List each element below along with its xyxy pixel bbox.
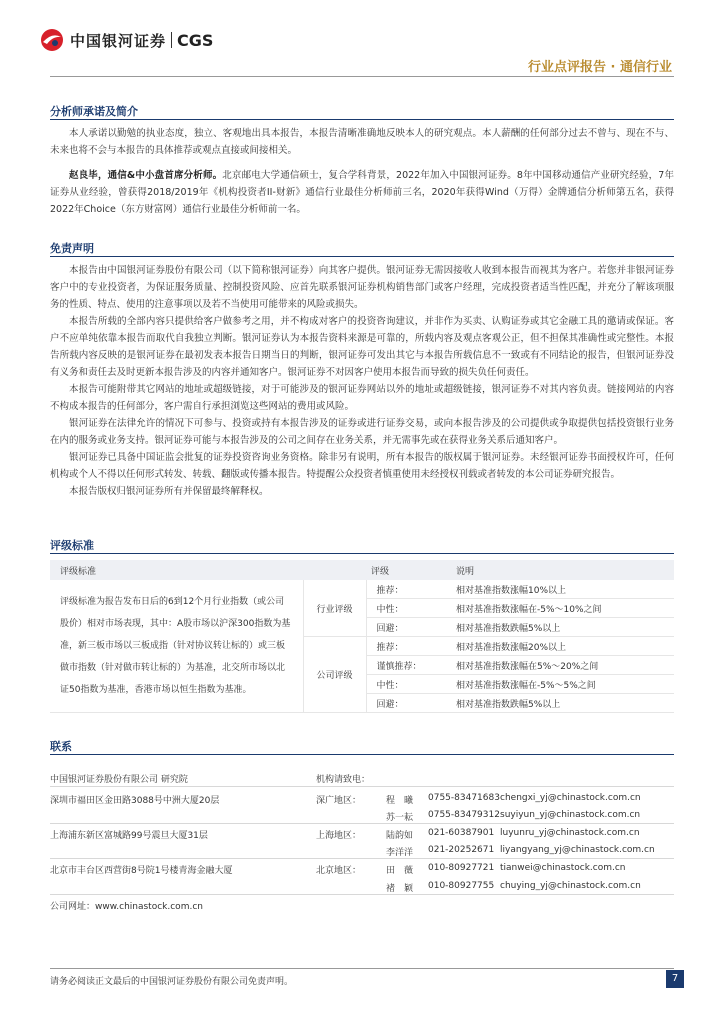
analyst-bio-text: 北京邮电大学通信硕士，复合学科背景，2022年加入中国银河证券。8年中国移动通信产业研究经验，7年证券从业经验，曾获得2018/2019年《机构投资者II-财新》通信行业最佳分析师前三名，2020年获得Wind（万得）金牌通信分析师第五名，获得2022年Choice（东方财富网）通信行业最佳分析师前一名。 bbox=[50, 170, 674, 215]
footer-disclaimer: 请务必阅读正文最后的中国银河证券股份有限公司免责声明。 bbox=[50, 977, 294, 987]
analyst-name: 赵良毕，通信&中小盘首席分析师。 bbox=[69, 170, 223, 181]
contact-email[interactable]: liyangyang_yj@chinastock.com.cn bbox=[500, 845, 655, 855]
section-title-analyst: 分析师承诺及简介 bbox=[50, 105, 138, 118]
contact-name: 苏一耘 bbox=[386, 813, 414, 823]
rating-grade: 回避： bbox=[366, 694, 446, 713]
rating-desc: 相对基准指数涨幅在-5%～5%之间 bbox=[446, 675, 674, 694]
disclaimer-para: 本报告可能附带其它网站的地址或超级链接，对于可能涉及的银河证券网站以外的地址或超级链接，银河证券不对其内容负责。链接网站的内容不构成本报告的任何部分，客户需自行承担浏览这些网站的费用或风险。 bbox=[50, 384, 674, 412]
logo-divider bbox=[171, 32, 172, 48]
rating-table bbox=[50, 560, 674, 713]
office-address: 深圳市福田区金田路3088号中洲大厦20层 bbox=[50, 796, 220, 806]
rating-desc: 相对基准指数跌幅5%以上 bbox=[446, 618, 674, 637]
table-header-row bbox=[50, 560, 674, 580]
rating-desc: 相对基准指数涨幅10%以上 bbox=[446, 580, 674, 599]
rating-grade: 推荐： bbox=[366, 637, 446, 656]
rating-desc: 相对基准指数涨幅在5%～20%之间 bbox=[446, 656, 674, 675]
section-divider bbox=[50, 256, 674, 257]
analyst-bio bbox=[50, 167, 674, 218]
galaxy-logo-icon bbox=[40, 28, 64, 52]
section-divider bbox=[50, 553, 674, 554]
contact-name: 程 曦 bbox=[386, 796, 414, 806]
contact-phone: 021-20252671 bbox=[428, 845, 495, 855]
contact-divider bbox=[50, 823, 674, 824]
rating-category: 公司评级 bbox=[303, 637, 366, 713]
contact-phone: 010-80927755 bbox=[428, 881, 495, 891]
contact-phone: 021-60387901 bbox=[428, 828, 495, 838]
logo-text-en: CGS bbox=[177, 30, 214, 50]
office-region: 上海地区： bbox=[316, 831, 362, 841]
contact-divider bbox=[50, 858, 674, 859]
contact-name: 褚 颖 bbox=[386, 884, 414, 894]
disclaimer-para: 银河证券在法律允许的情况下可参与、投资或持有本报告涉及的证券或进行证券交易，或向本报告涉及的公司提供或争取提供包括投资银行业务在内的服务或业务支持。银河证券可能与本报告涉及的公司之间存在业务关系，并无需事先或在获得业务关系后通知客户。 bbox=[50, 418, 674, 446]
research-institute: 中国银河证券股份有限公司 研究院 bbox=[50, 775, 188, 785]
contact-divider bbox=[50, 894, 674, 895]
contact-divider bbox=[50, 786, 674, 787]
office-region: 深广地区： bbox=[316, 796, 362, 806]
disclaimer-para: 本报告由中国银河证券股份有限公司（以下简称银河证券）向其客户提供。银河证券无需因接收人收到本报告而视其为客户。若您并非银河证券客户中的专业投资者，为保证服务质量、控制投资风险、应首先联系银河证券机构销售部门或客户经理，完成投资者适当性匹配，并充分了解该项服务的性质、特点、使用的注意事项以及若不当使用可能带来的风险或损失。 bbox=[50, 265, 674, 310]
contact-email[interactable]: chuying_yj@chinastock.com.cn bbox=[500, 881, 641, 891]
disclaimer-para: 本报告所载的全部内容只提供给客户做参考之用，并不构成对客户的投资咨询建议，并非作为买卖、认购证券或其它金融工具的邀请或保证。客户不应单纯依靠本报告而取代自我独立判断。银河证券认为本报告资料来源是可靠的，所载内容及观点客观公正，但不担保其准确性或完整性。本报告所载内容反映的是银河证券在最初发表本报告日期当日的判断，银河证券可发出其它与本报告所载信息不一致或有不同结论的报告，但银河证券没有义务和责任去及时更新本报告涉及的内容并通知客户。银河证券不对因客户使用本报告而导致的损失负任何责任。 bbox=[50, 316, 674, 378]
section-title-disclaimer: 免责声明 bbox=[50, 242, 94, 255]
contact-name: 李洋洋 bbox=[386, 848, 414, 858]
rating-grade: 谨慎推荐： bbox=[366, 656, 446, 675]
table-row bbox=[50, 580, 674, 599]
office-address: 北京市丰台区西营街8号院1号楼青海金融大厦 bbox=[50, 866, 233, 876]
section-title-contact: 联系 bbox=[50, 740, 72, 753]
contact-email[interactable]: tianwei@chinastock.com.cn bbox=[500, 863, 626, 873]
sales-contact-label: 机构请致电： bbox=[316, 775, 371, 785]
rating-description: 评级标准为报告发布日后的6到12个月行业指数（或公司股价）相对市场表现，其中：A股市场以沪深300指数为基准，新三板市场以三板成指（针对协议转让标的）或三板做市指数（针对做市转让标的）为基准，北交所市场以北证50指数为基准，香港市场以恒生指数为基准。 bbox=[50, 580, 303, 713]
table-header-cell: 评级标准 bbox=[50, 560, 303, 580]
analyst-section bbox=[50, 125, 674, 218]
company-logo bbox=[40, 28, 213, 52]
rating-desc: 相对基准指数涨幅20%以上 bbox=[446, 637, 674, 656]
rating-category: 行业评级 bbox=[303, 580, 366, 637]
analyst-commitment: 本人承诺以勤勉的执业态度，独立、客观地出具本报告，本报告清晰准确地反映本人的研究观点。本人薪酬的任何部分过去不曾与、现在不与、未来也将不会与本报告的具体推荐或观点直接或间接相关。 bbox=[50, 128, 674, 156]
contact-name: 陆韵如 bbox=[386, 831, 414, 841]
header-divider bbox=[50, 76, 674, 77]
page-number: 7 bbox=[666, 970, 684, 988]
rating-desc: 相对基准指数跌幅5%以上 bbox=[446, 694, 674, 713]
section-divider bbox=[50, 119, 674, 120]
table-header-cell: 评级 bbox=[303, 560, 446, 580]
section-divider bbox=[50, 754, 674, 755]
office-region: 北京地区： bbox=[316, 866, 362, 876]
footer-divider bbox=[50, 968, 674, 969]
contact-name: 田 薇 bbox=[386, 866, 414, 876]
disclaimer-para: 本报告版权归银河证券所有并保留最终解释权。 bbox=[69, 486, 269, 497]
rating-grade: 中性： bbox=[366, 675, 446, 694]
contact-email[interactable]: chengxi_yj@chinastock.com.cn bbox=[500, 793, 641, 803]
contact-email[interactable]: luyunru_yj@chinastock.com.cn bbox=[500, 828, 640, 838]
company-website[interactable]: 公司网址：www.chinastock.com.cn bbox=[50, 902, 203, 912]
contact-phone: 0755-83471683 bbox=[428, 793, 500, 803]
contact-phone: 0755-83479312 bbox=[428, 810, 500, 820]
section-title-rating: 评级标准 bbox=[50, 539, 94, 552]
contact-email[interactable]: suyiyun_yj@chinastock.com.cn bbox=[500, 810, 641, 820]
disclaimer-body bbox=[50, 262, 674, 500]
logo-text-cn: 中国银河证券 bbox=[70, 31, 167, 50]
rating-desc: 相对基准指数涨幅在-5%～10%之间 bbox=[446, 599, 674, 618]
contact-phone: 010-80927721 bbox=[428, 863, 495, 873]
rating-grade: 中性： bbox=[366, 599, 446, 618]
report-type: 行业点评报告 · 通信行业 bbox=[528, 60, 672, 75]
disclaimer-para: 银河证券已具备中国证监会批复的证券投资咨询业务资格。除非另有说明，所有本报告的版权属于银河证券。未经银河证券书面授权许可，任何机构或个人不得以任何形式转发、转载、翻版或传播本报告。特提醒公众投资者慎重使用未经授权刊载或者转发的本公司证券研究报告。 bbox=[50, 452, 674, 480]
rating-grade: 推荐： bbox=[366, 580, 446, 599]
office-address: 上海浦东新区富城路99号震旦大厦31层 bbox=[50, 831, 208, 841]
rating-grade: 回避： bbox=[366, 618, 446, 637]
table-header-cell: 说明 bbox=[446, 560, 674, 580]
